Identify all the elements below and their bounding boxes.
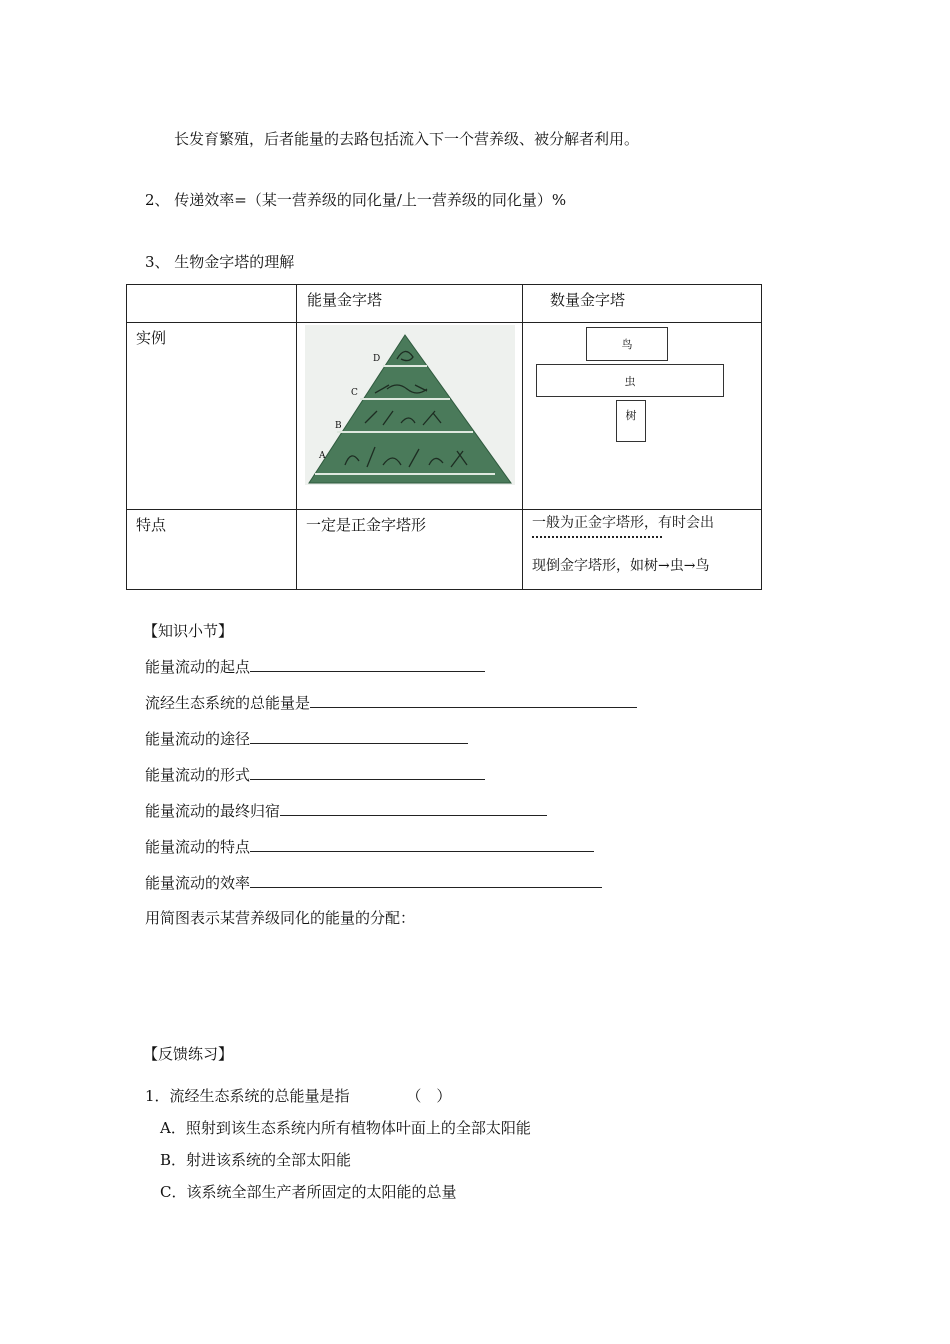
- number-block-insect: 虫: [536, 364, 724, 397]
- summary-label: 能量流动的起点: [145, 658, 251, 676]
- summary-item-efficiency: [145, 871, 602, 893]
- intro-line: 长发育繁殖，后者能量的去路包括流入下一个营养级、被分解者利用。: [174, 130, 640, 148]
- header-number-pyramid: 数量金字塔: [550, 291, 626, 309]
- pyramid-label-b: B: [335, 421, 342, 431]
- table-divider: [127, 322, 761, 323]
- summary-item-destination: [145, 799, 547, 821]
- fill-blank[interactable]: [250, 727, 468, 744]
- pyramid-comparison-table: [126, 284, 762, 590]
- summary-label: 流经生态系统的总能量是: [145, 694, 311, 712]
- table-divider: [296, 285, 297, 589]
- summary-item-form: [145, 763, 485, 785]
- number-block-tree: 树: [616, 400, 646, 442]
- summary-label: 能量流动的特点: [145, 838, 251, 856]
- question-1: [145, 1085, 451, 1106]
- fill-blank[interactable]: [250, 835, 594, 852]
- option-a: A．照射到该生态系统内所有植物体叶面上的全部太阳能: [160, 1119, 531, 1137]
- practice-heading: 【反馈练习】: [143, 1045, 234, 1063]
- number-feature-text: 一般为正金字塔形，有时会出: [532, 515, 714, 531]
- summary-heading: 【知识小节】: [143, 622, 234, 640]
- summary-label: 能量流动的效率: [145, 874, 251, 892]
- table-divider: [127, 509, 761, 510]
- pyramid-label-d: D: [373, 354, 381, 364]
- summary-item-start: [145, 655, 485, 677]
- summary-label: 能量流动的最终归宿: [145, 802, 281, 820]
- summary-label: 能量流动的途径: [145, 730, 251, 748]
- pyramid-label-a: A: [319, 451, 326, 461]
- summary-item-pathway: [145, 727, 468, 749]
- fill-blank[interactable]: [250, 871, 602, 888]
- number-pyramid-feature-line1: [532, 512, 714, 532]
- option-b: B．射进该系统的全部太阳能: [160, 1151, 352, 1169]
- summary-label: 能量流动的形式: [145, 766, 251, 784]
- diagram-prompt: 用简图表示某营养级同化的能量的分配：: [145, 909, 416, 927]
- option-c: C．该系统全部生产者所固定的太阳能的总量: [160, 1183, 457, 1201]
- pyramid-label-c: C: [351, 388, 358, 398]
- energy-pyramid-svg: [305, 325, 515, 485]
- energy-pyramid-feature: 一定是正金字塔形: [306, 516, 427, 534]
- question-text: 1．流经生态系统的总能量是指: [145, 1087, 350, 1105]
- item-2-transfer-efficiency: 2、 传递效率=（某一营养级的同化量/上一营养级的同化量）%: [145, 191, 567, 209]
- header-energy-pyramid: 能量金字塔: [307, 291, 383, 309]
- row-label-example: 实例: [136, 329, 167, 347]
- emphasis-dots: [532, 532, 662, 538]
- table-divider: [522, 285, 523, 589]
- answer-paren: （ ）: [406, 1087, 452, 1105]
- number-block-bird: 鸟: [586, 327, 668, 361]
- row-label-feature: 特点: [136, 516, 167, 534]
- fill-blank[interactable]: [250, 655, 485, 672]
- fill-blank[interactable]: [310, 691, 637, 708]
- number-pyramid-feature-line2: 现倒金字塔形，如树→虫→鸟: [532, 558, 710, 574]
- summary-item-features: [145, 835, 594, 857]
- fill-blank[interactable]: [250, 763, 485, 780]
- energy-pyramid-figure: [305, 325, 515, 485]
- summary-item-total-energy: [145, 691, 637, 713]
- fill-blank[interactable]: [280, 799, 547, 816]
- pyramid-shape: [309, 335, 511, 483]
- item-3-pyramid-heading: 3、 生物金字塔的理解: [145, 253, 295, 271]
